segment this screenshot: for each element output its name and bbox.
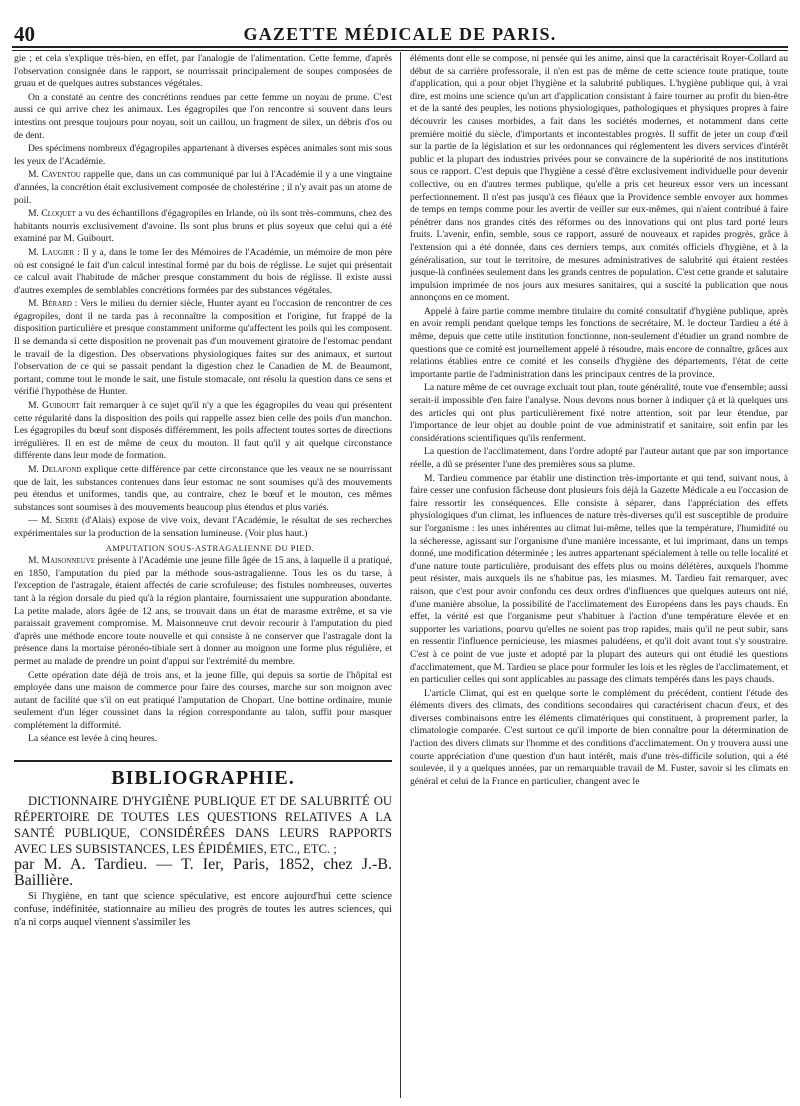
speaker-name: M. Maisonneuve xyxy=(28,555,96,567)
paragraph xyxy=(14,515,392,540)
paragraph-text: rappelle que, dans un cas communiqué par lui à l'Académie il y a une vingtaine d'années, la concrétion était exclusivement composée de cholestérine ; il n'y avait pas un atome de poil. xyxy=(14,169,392,206)
closing-line: La séance est levée à cinq heures. xyxy=(28,733,158,745)
paragraph: Si l'hygiène, en tant que science spéculative, est encore aujourd'hui cette science confuse, indéfinitée, stationnaire au milieu des progrès de toutes les autres sciences, qui n'a ni corps auquel viennent s'assimiler les xyxy=(14,890,392,929)
dash: — xyxy=(28,515,41,527)
paragraph: L'article Climat, qui est en quelque sorte le complément du précédent, contient l'étude des éléments divers des climats, des conditions secondaires qui caractérisent chacun d'eux, et des diverses combinaisons entre les éléments climatériques qui constituent, à proprement parler, la climatologie comparée. C'est surtout ce qu'il importe de bien connaître pour la détermination de l'action des divers climats sur l'homme et des conditions d'acclimatement. On y trouvera aussi une courte appréciation d'une question d'un haut intérêt, mais d'une très-difficile solution, qui a été soulevée, il y a quelques années, par un remarquable travail de M. Fuster, savoir si les climats en général et celui de la France en particulier, changent avec le xyxy=(410,687,788,787)
paragraph xyxy=(14,464,392,514)
column-divider xyxy=(400,52,401,1098)
paragraph xyxy=(14,298,392,399)
paragraph: Appelé à faire partie comme membre titulaire du comité consultatif d'hygiène publique, après en avoir rempli pendant quelque temps les fonctions de secrétaire, M. le docteur Tardieu a été à même, depuis que cette utile institution fonctionne, non-seulement d'étudier un grand nombre de questions que ce comité est journellement appelé à résoudre, mais encore de connaître, grâces aux relations établies entre ce comité et les conseils d'hygiène des départements, l'état de cette importante partie de l'administration dans les principaux centres de la province. xyxy=(410,305,788,380)
paragraph xyxy=(14,400,392,463)
speaker-name: M. Cloquet xyxy=(28,208,76,220)
paragraph-text: (d'Alais) expose de vive voix, devant l'Académie, le résultat de ses recherches expérimentales sur la production de la sensation lumineuse. (Voir plus haut.) xyxy=(14,515,392,539)
paragraph xyxy=(14,555,392,668)
paragraph: Cette opération date déjà de trois ans, et la jeune fille, qui depuis sa sortie de l'hôpital est employée dans une maison de commerce pour faire des courses, marche sur son moignon avec autant de facilité que s'il on eut pratiqué l'amputation de Chopart. Une bottine ordinaire, munie seulement d'un léger coussinet dans la région correspondante au talon, suffit pour masquer complétement la difformité. xyxy=(14,669,392,731)
paragraph: éléments dont elle se compose, ni pensée qui les anime, ainsi que la caractérisait Royer-Collard au début de sa carrière professorale, il n'en est pas de même de cette science toute pratique, toute d'application, qui a pour objet l'hygiène et la salubrité publiques. L'hygiène publique qui, à vrai dire, est moins une science qu'un art d'application consistant à faire tourner au profit du bien-être et de la santé des peuples, les notions physiologiques, pathologiques et physiques propres à faire découvrir les causes morbides, a fait dans les sociétés modernes, et notamment dans cette première moitié du siècle, d'importants et incontestables progrès. Il suffit de jeter un coup d'œil sur la partie de la législation et sur les ordonnances qui réglementent les divers services d'intérêt public et la plupart des industries privées pour se convaincre de la supériorité de nos institutions sous ce rapport. C'est depuis que l'hygiène a cessé d'être exclusivement individuelle pour devenir collective, ou en d'autres termes publique, qu'elle a pris cet heureux essor vers un incessant perfectionnement. Il n'est pas jusqu'à ces fléaux que la Providence semble envoyer aux hommes de temps en temps comme pour les avertir de veiller sur eux-mêmes, qui n'aient contribué à faire pénétrer dans nos grandes cités des réformes ou des innovations qui ont plus tard porté leurs fruits. L'avenir, enfin, semble, sous ce rapport, assuré de nouveaux et rapides progrès, grâce à l'extension qui a été donnée, dans ces derniers temps, aux comités officiels d'hygiène, et à la généralisation, sur tout le territoire, de mesures administratives de salubrité qui étaient restées jusque-là confinées seulement dans les grands centres de population. C'est cette grande et salutaire impulsion imprimée de nos jours aux mesures sanitaires, qui a suscité la publication que nous annonçons en ce moment. xyxy=(410,53,788,304)
speaker-name: M. Serre xyxy=(40,515,79,527)
page-number: 40 xyxy=(14,22,35,46)
speaker-name: M. Guibourt xyxy=(28,400,80,412)
paragraph: La question de l'acclimatement, dans l'ordre adopté par l'auteur autant que par son importance réelle, a dû se présenter l'une des premières sous sa plume. xyxy=(410,446,788,470)
paragraph xyxy=(14,247,392,297)
journal-title: GAZETTE MÉDICALE DE PARIS. xyxy=(243,24,557,44)
book-author: par M. A. Tardieu. — T. Ier, Paris, 1852, chez J.-B. Baillière. xyxy=(14,855,392,889)
speaker-name: M. Delafond xyxy=(28,464,82,475)
speaker-name: M. Laugier xyxy=(28,246,75,258)
paragraph-text: : Vers le milieu du dernier siècle, Hunter ayant eu l'occasion de rencontrer de ces égagropiles, dont il ne tarda pas à reconnaître la composition et l'origine, fut frappé de la disposition particulière et presque constamment uniforme qu'affectent les poils qui les composent. Il se demanda si cette disposition ne provenait pas d'un mouvement giratoire de l'estomac pendant le travail de la digestion. Des observations physiologiques faites sur des animaux, et surtout l'observation de ce qui se passait pendant la digestion chez le Canadien de M. de Beaumont, portant, comme tout le monde le sait, une fistule stomacale, ont résolu la question dans ce sens et vérifié l'hypothèse de Hunter. xyxy=(14,298,392,398)
left-column xyxy=(14,53,392,1093)
paragraph-text: : Il y a, dans le tome Ier des Mémoires de l'Académie, un mémoire de mon père où est consigné le fait d'un calcul intestinal formé par du bois de réglisse. Le sujet qui présentait ce calcul avait l'habitude de mâcher presque constamment du bois de réglisse. Il existe aussi d'autres exemples de semblables concrétions formées par des substances végétales. xyxy=(14,246,392,296)
paragraph-text: explique cette différence par cette circonstance que les veaux ne se nourrissant que de lait, les substances contenues dans leur estomac ne sont soumises qu'à des mouvements peu étendus et uniformes, tandis que, au contraire, chez le bœuf et le mouton, ces mêmes substances sont soumises à des mouvements beaucoup plus étendus et plus variés. xyxy=(14,464,392,513)
book-title: DICTIONNAIRE D'HYGIÈNE PUBLIQUE ET DE SALUBRITÉ OU RÉPERTOIRE DE TOUTES LES QUESTIONS RELATIVES A LA SANTÉ PUBLIQUE, CONSIDÉRÉES DANS LEURS RAPPORTS AVEC LES SUBSISTANCES, LES ÉPIDÉMIES, ETC., ETC. ; xyxy=(14,793,392,856)
paragraph: On a constaté au centre des concrétions rendues par cette femme un noyau de prune. C'est aussi ce qui arrive chez les animaux. Les égagropiles que l'on rencontre si souvent dans leurs intestins ont presque toujours pour noyau, soit un caillou, un fragment de silex, un débris d'os ou de dent. xyxy=(14,91,392,141)
paragraph-text: fait remarquer à ce sujet qu'il n'y a que les égagropiles du veau qui présentent cette régularité dans la disposition des poils qui rappelle assez bien celle des poils d'un manchon. Les égagropiles du bœuf sont disposés différemment, les poils affectent toutes sortes de directions irrégulières. Il en est de même de ceux du mouton. Il faut qu'il y ait quelque circonstance différente dans leur mode de formation. xyxy=(14,400,392,462)
speaker-name: M. Bérard xyxy=(28,298,72,310)
paragraph: gie ; et cela s'explique très-bien, en effet, par l'analogie de l'alimentation. Cette femme, d'après l'observation consignée dans le rapport, se nourrissait principalement de soupes composées de gruau et de quelques autres substances végétales. xyxy=(14,53,392,90)
bibliography-heading: BIBLIOGRAPHIE. xyxy=(14,760,392,785)
speaker-name: M. Caventou xyxy=(28,169,81,181)
right-column xyxy=(410,53,788,1093)
paragraph: M. Tardieu commence par établir une distinction très-importante et qui tend, suivant nous, à faire cesser une confusion fâcheuse dont plusieurs fois déjà la Gazette Médicale a eu l'occasion de faire ressortir les conséquences. Elle consiste à séparer, dans l'appréciation des effets physiologiques d'un climat, les influences de nature très-diverses qu'il est susceptible de produire sur l'organisme : les unes inhérentes au climat lui-même, telles que la température, l'humidité ou la sécheresse, agissant sur l'organisme d'une manière incessante, et lui imprimant, dans un temps donné, une modification déterminée ; les autres appartenant spécialement à telle ou telle localité et d'une nature toute particulière, produisant des effets plus ou moins délétères, auxquels l'homme peut résister, mais auxquels ils ne s'habitue pas, les miasmes. M. Tardieu fait remarquer, avec raison, que c'est pour avoir confondu ces deux ordres d'influences que quelques auteurs ont nié, d'une manière absolue, la possibilité de l'acclimatement des Européens dans les pays chauds. En effet, la vérité est que l'organisme peut s'habituer à l'action d'une température élevée et en supporter les variations, pourvu qu'elles ne soient pas trop rapides, mais qu'il ne peut subir, sans en ressentir l'influence pernicieuse, les miasmes paludéens, et qu'il doit avant tout s'y soustraire. C'est à ce point de vue juste et adopté par la plupart des auteurs qui ont étudié les questions d'acclimatement, que M. Tardieu se place pour formuler les lois et les règles de l'acclimatement, et en particulier celles qui sont applicables au passage des climats tempérés dans les pays chauds. xyxy=(410,472,788,686)
paragraph xyxy=(14,208,392,246)
paragraph xyxy=(14,169,392,207)
paragraph-text: présente à l'Académie une jeune fille âgée de 15 ans, à laquelle il a pratiqué, en 1850, l'amputation du pied par la méthode sous-astragalienne. Tous les os du tarse, à l'exception de l'astragale, étaient affectés de carie scrofuleuse; des fistules nombreuses, ouvertes tant à la région dorsale du pied qu'à la région plantaire, fournissaient une suppuration abondante. La petite malade, alors âgée de 12 ans, se trouvait dans un état de marasme extrême, et sa vie paraissait gravement compromise. M. Maisonneuve crut devoir recourir à l'amputation du pied d'après une méthode encore toute nouvelle et qui consiste à ne conserver que l'astragale dont la présence dans la mortaise péronéo-tibiale sert à donner au moignon une forme plus régulière, et permet au malade de prendre un point d'appui sur l'extrémité du membre. xyxy=(14,555,392,667)
paragraph: La nature même de cet ouvrage excluait tout plan, toute généralité, toute vue d'ensemble; aussi serait-il impossible d'en faire l'analyse. Nous devons nous borner à indiquer çà et là quelques uns des articles qui ont plus particulièrement fixé notre attention, soit par leur étendue, par l'importance de leur objet au double point de vue administratif et sanitaire, soit enfin par les considérations scientifiques qu'ils renferment. xyxy=(410,382,788,444)
section-title: AMPUTATION SOUS-ASTRAGALIENNE DU PIED. xyxy=(105,542,315,553)
paragraph: Des spécimens nombreux d'égagropiles appartenant à diverses espèces animales sont mis sous les yeux de l'Académie. xyxy=(14,143,392,167)
paragraph-text: a vu des échantillons d'égagropiles en Irlande, où ils sont très-communs, chez des habitants nourris exclusivement d'avoine. Ils sont plus bruns et plus soyeux que celui qui a été examiné par M. Guibourt. xyxy=(14,208,392,245)
bibliography-entry xyxy=(14,793,392,889)
header-rule xyxy=(12,46,788,51)
